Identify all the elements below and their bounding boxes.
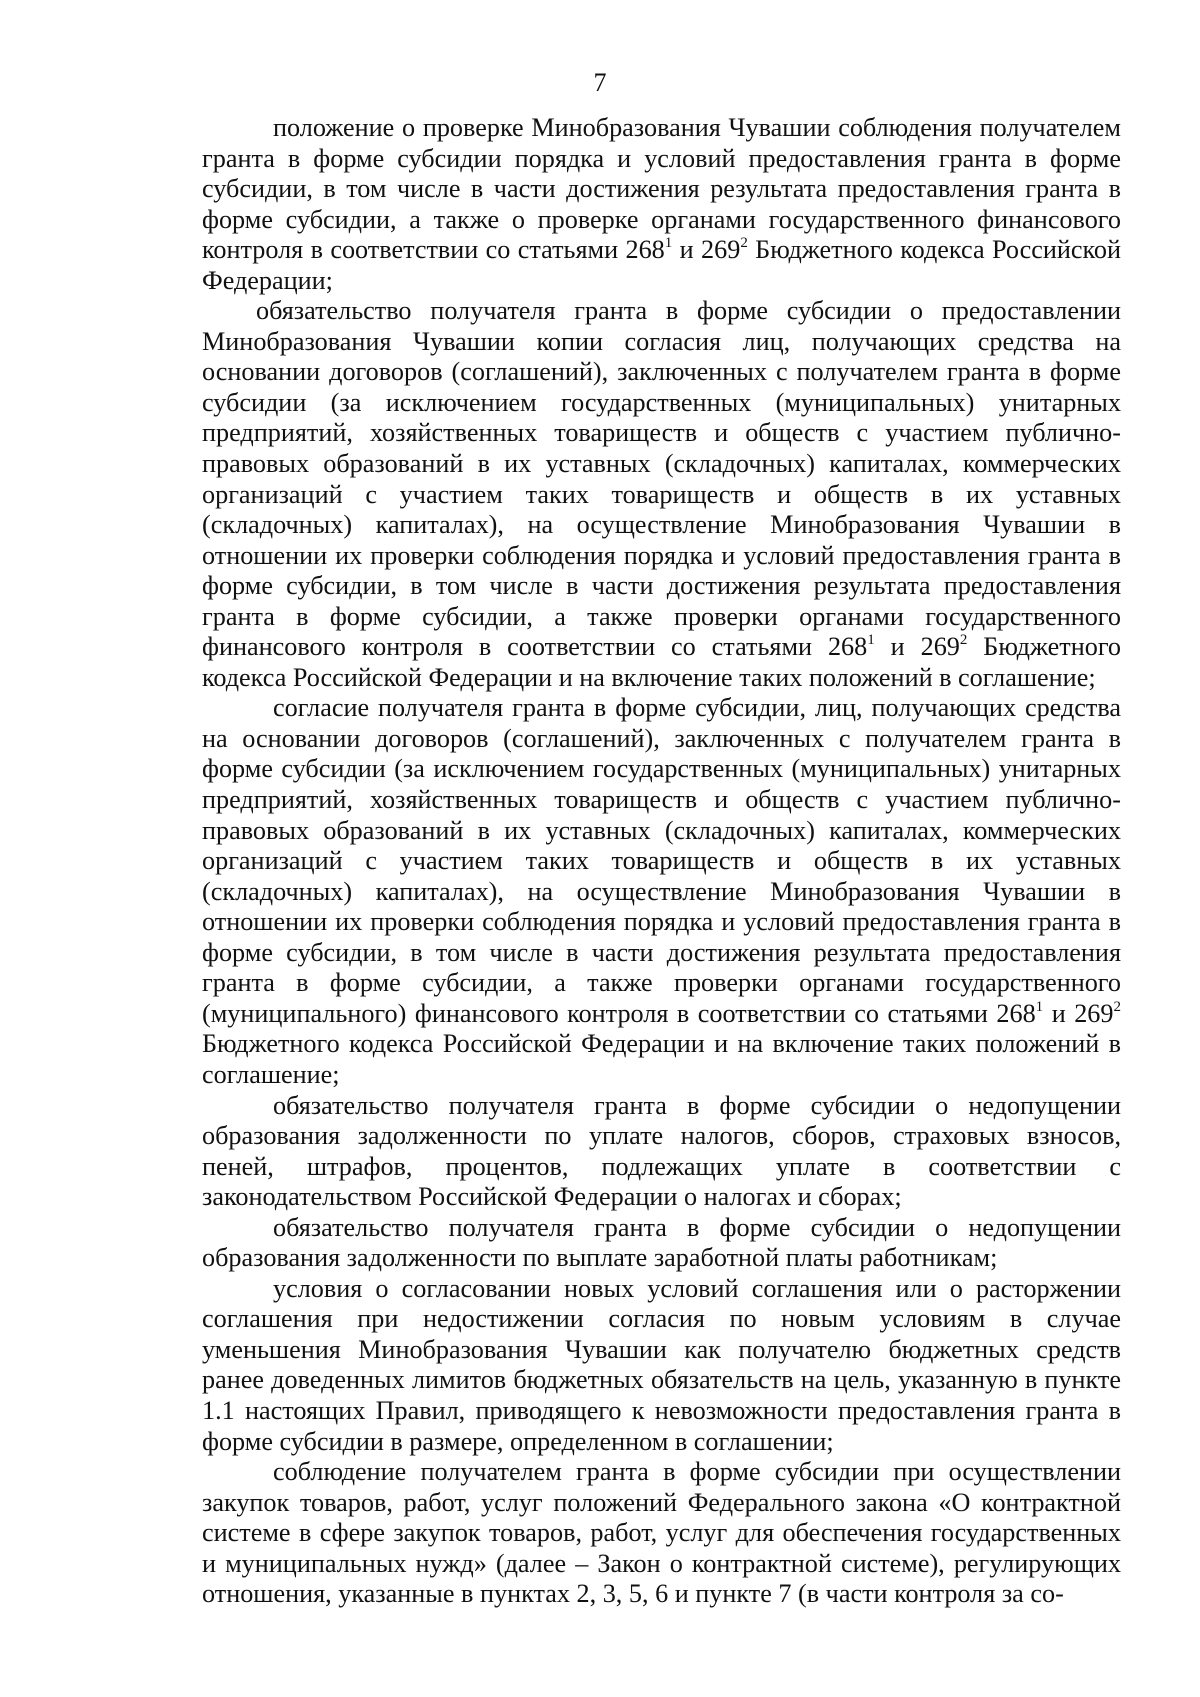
paragraph-text: обязательство получателя гранта в форме субсидии о предоставлении Минобразования Чувашии копии согласия лиц, получающих средства на основании договоров (соглашений), заключенных с получателем гранта в форме субсидии (за исключением государственных (муниципальных) унитарных предприятий, хозяйственных товариществ и обществ с участием публично-правовых образований в их уставных (складочных) капиталах, коммерческих организаций с участием таких товариществ и обществ в их уставных (складочных) капиталах), на осуществление Минобразования Чувашии в отношении их проверки соблюдения порядка и условий предоставления гранта в форме субсидии, в том числе в части достижения результата предоставления гранта в форме субсидии, а также проверки органами государственного финансового контроля в соответствии со статьями 268 <box>202 296 1121 662</box>
paragraph <box>202 693 1121 1090</box>
paragraph <box>202 296 1121 693</box>
paragraph-text: обязательство получателя гранта в форме субсидии о недопущении образования задолженности по выплате заработной платы работникам; <box>202 1212 1121 1273</box>
paragraph-text: положение о проверке Минобразования Чувашии соблюдения получателем гранта в форме субсидии порядка и условий предоставления гранта в форме субсидии, в том числе в части достижения результата предоставления гранта в форме субсидии, а также о проверке органами государственного финансового контроля в соответствии со статьями 268 <box>202 113 1121 265</box>
page-number: 7 <box>593 68 607 97</box>
document-body <box>202 113 1121 1610</box>
paragraph <box>202 1091 1121 1213</box>
superscript: 1 <box>664 235 673 252</box>
superscript: 2 <box>1113 998 1121 1015</box>
paragraph-text: Бюджетного кодекса Российской Федерации и на включение таких положений в соглашение; <box>202 1029 1121 1089</box>
paragraph-text: Бюджетного кодекса Российской Федерации; <box>202 235 1122 295</box>
paragraph-text: соблюдение получателем гранта в форме субсидии при осуществлении закупок товаров, работ, услуг положений Федерального закона «О контрактной системе в сфере закупок товаров, работ, услуг для обеспечения государственных и муниципальных нужд» (далее – Закон о контрактной системе), регулирующих отношения, указанные в пунктах 2, 3, 5, 6 и пункте 7 (в части контроля за со- <box>202 1457 1121 1609</box>
paragraph-text: условия о согласовании новых условий соглашения или о расторжении соглашения при недостижении согласия по новым условиям в случае уменьшения Минобразования Чувашии как получателю бюджетных средств ранее доведенных лимитов бюджетных обязательств на цель, указанную в пункте 1.1 настоящих Правил, приводящего к невозможности предоставления гранта в форме субсидии в размере, определенном в соглашении; <box>202 1273 1121 1456</box>
paragraph-text: согласие получателя гранта в форме субсидии, лиц, получающих средства на основании договоров (соглашений), заключенных с получателем гранта в форме субсидии (за исключением государственных (муниципальных) унитарных предприятий, хозяйственных товариществ и обществ с участием публично-правовых образований в их уставных (складочных) капиталах, коммерческих организаций с участием таких товариществ и обществ в их уставных (складочных) капиталах), на осуществление Минобразования Чувашии в отношении их проверки соблюдения порядка и условий предоставления гранта в форме субсидии, в том числе в части достижения результата предоставления гранта в форме субсидии, а также проверки органами государственного (муниципального) финансового контроля в соответствии со статьями 268 <box>202 693 1121 1028</box>
paragraph <box>202 1274 1121 1457</box>
superscript: 2 <box>740 235 748 252</box>
paragraph <box>202 1213 1121 1274</box>
paragraph-text: обязательство получателя гранта в форме субсидии о недопущении образования задолженности по уплате налогов, сборов, страховых взносов, пеней, штрафов, процентов, подлежащих уплате в соответствии с законодательством Российской Федерации о налогах и сборах; <box>202 1090 1121 1212</box>
paragraph-text: и 269 <box>874 632 960 662</box>
paragraph-text: Бюджетного кодекса Российской Федерации и на включение таких положений в соглашение; <box>202 632 1122 692</box>
paragraph <box>202 1457 1121 1610</box>
superscript: 2 <box>959 632 968 649</box>
paragraph-text: и 269 <box>1043 998 1114 1028</box>
superscript: 1 <box>867 632 875 649</box>
paragraph <box>202 113 1121 296</box>
paragraph-text: и 269 <box>672 235 741 265</box>
superscript: 1 <box>1035 998 1044 1015</box>
